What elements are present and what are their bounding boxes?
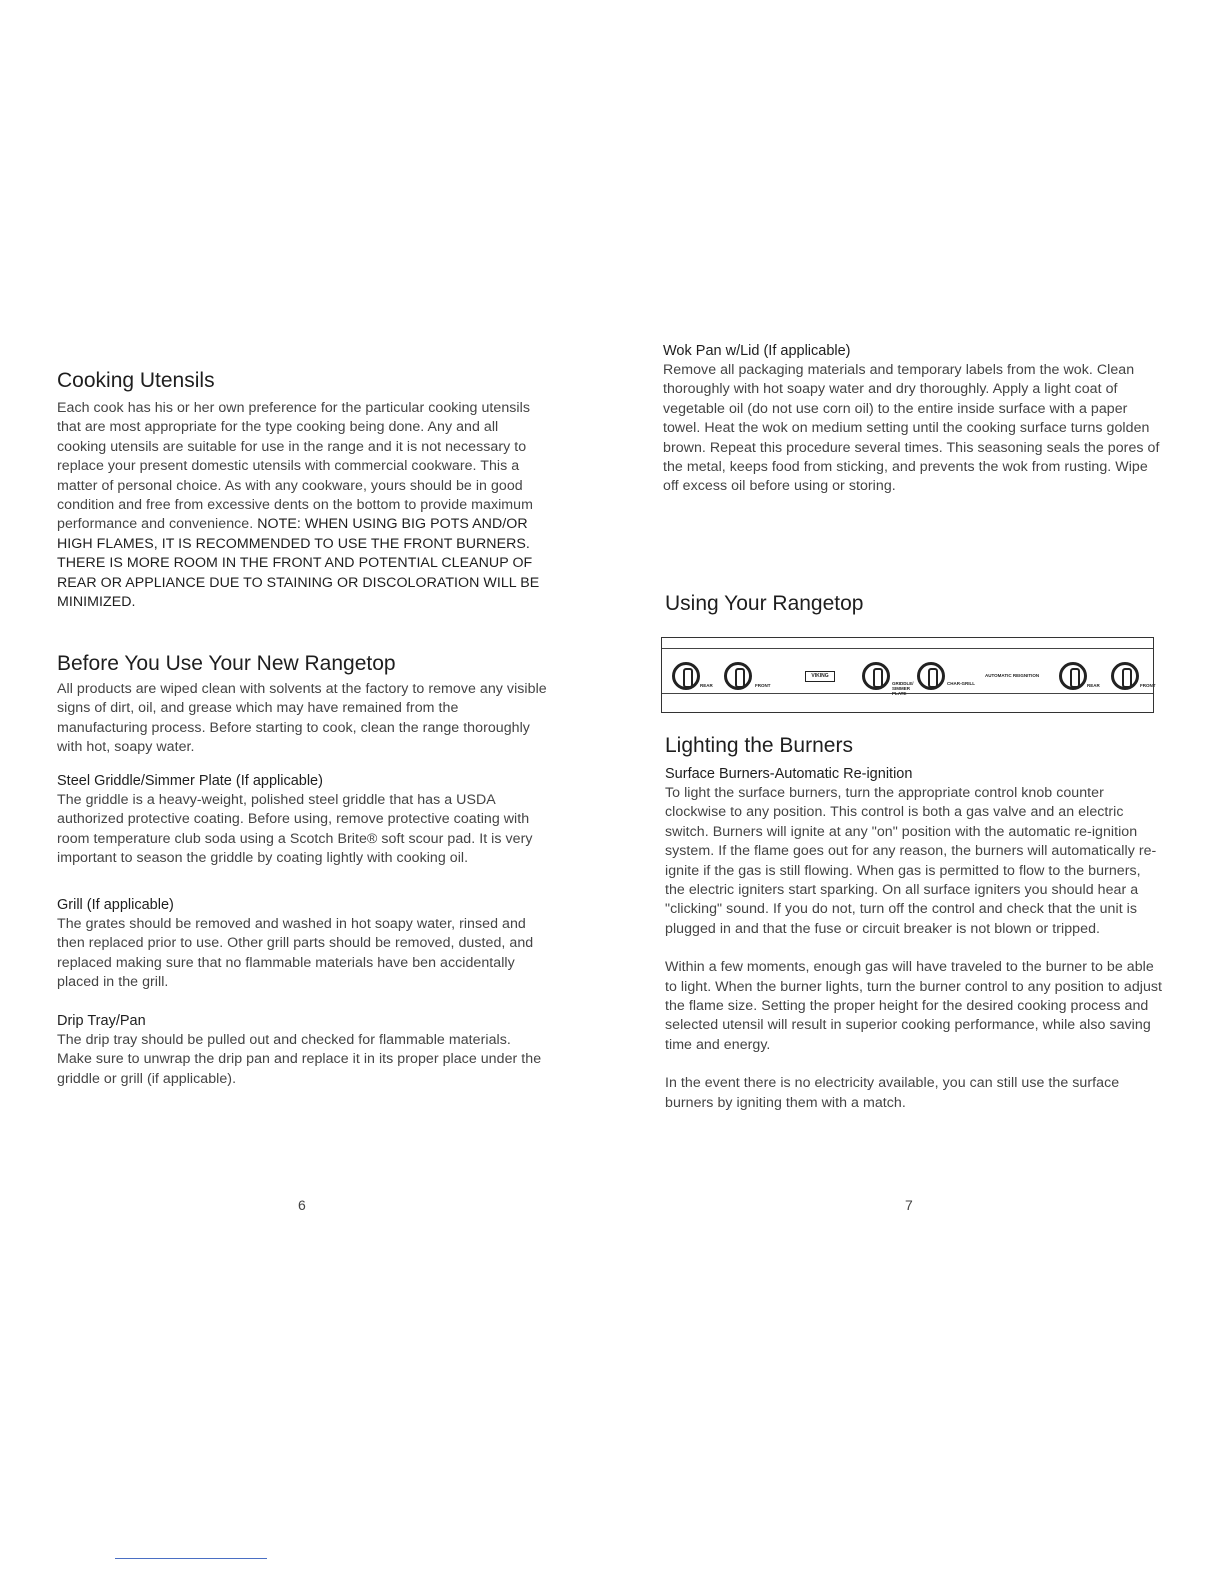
section-lighting [665,733,1163,1113]
page-number: 7 [905,1197,913,1213]
body: The grates should be removed and washed in hot soapy water, rinsed and then replaced prior to use. Other grill parts should be removed, dusted, and replaced making sure that no flammable materials have ben accidentally placed in the grill. [57,916,534,991]
label-auto-reignition: AUTOMATIC REIGNITION [985,673,1040,678]
viking-logo: VIKING [805,671,835,682]
knob-icon [862,662,890,690]
label-rear: REAR [1087,683,1100,688]
section-drip-tray [57,1012,549,1089]
section-wok [663,342,1161,497]
section-griddle [57,772,549,869]
body: Within a few moments, enough gas will have traveled to the burner to be able to light. When the burner lights, turn the burner control to any position to adjust the flame size. Setting the proper height for the desired cooking process and selected utensil will result in superior cooking performance, while also saving time and energy. [665,959,1163,1053]
label-rear: REAR [700,683,713,688]
page-number: 6 [298,1197,306,1213]
heading: Before You Use Your New Rangetop [57,652,396,675]
section-grill [57,896,549,993]
footer-rule [115,1558,267,1559]
section-before-use [57,651,549,758]
subheading: Grill (If applicable) [57,897,174,913]
heading: Lighting the Burners [665,734,853,757]
subheading: Steel Griddle/Simmer Plate (If applicable) [57,773,323,789]
label-griddle: GRIDDLE/ SIMMER PLATE [892,681,914,696]
label-front: FRONT [1140,683,1156,688]
body: All products are wiped clean with solvents at the factory to remove any visible signs of dirt, oil, and grease which may have remained from the manufacturing process. Before starting to cook, clean the range thoroughly with hot, soapy water. [57,681,547,756]
label-chargrill: CHAR-GRILL [947,681,975,686]
section-using [665,591,1163,617]
note-text: NOTE: WHEN USING BIG POTS AND/OR HIGH FLAMES, IT IS RECOMMENDED TO USE THE FRONT BURNERS. THERE IS MORE ROOM IN THE FRONT AND POTENTIAL CLEANUP OF REAR OR APPLIANCE DUE TO STAINING OR DISCOLORATION WILL BE MINIMIZED. [57,516,540,611]
body: The griddle is a heavy-weight, polished steel griddle that has a USDA authorized protective coating. Before using, remove protective coating with room temperature club soda using a Scotch Brite® soft scour pad. It is very important to season the griddle by coating lightly with cooking oil. [57,792,533,867]
section-cooking-utensils [57,368,549,612]
heading: Cooking Utensils [57,369,215,392]
knob-icon [724,662,752,690]
knob-icon [917,662,945,690]
knob-icon [672,662,700,690]
label-front: FRONT [755,683,771,688]
body [57,399,549,612]
control-panel-diagram [661,637,1154,713]
body: The drip tray should be pulled out and checked for flammable materials. Make sure to unwrap the drip pan and replace it in its proper place under the griddle or grill (if applicable). [57,1032,542,1087]
panel-band [662,648,1156,696]
knob-icon [1111,662,1139,690]
body: To light the surface burners, turn the appropriate control knob counter clockwise to any position. This control is both a gas valve and an electric switch. Burners will ignite at any "on" position with the automatic re-ignition system. If the flame goes out for any reason, the burners will automatically re-ignite if the gas is still flowing. When gas is permitted to flow to the burners, the electric igniters start sparking. On all surface igniters you should hear a "clicking" sound. If you do not, turn off the control and check that the unit is plugged in and that the fuse or circuit breaker is not blown or tripped. [665,785,1157,937]
subheading: Wok Pan w/Lid (If applicable) [663,343,851,359]
body: Remove all packaging materials and temporary labels from the wok. Clean thoroughly with hot soapy water and dry thoroughly. Apply a light coat of vegetable oil (do not use corn oil) to the entire inside surface with a paper towel. Heat the wok on medium setting until the cooking surface turns golden brown. Repeat this procedure several times. This seasoning seals the pores of the metal, keeps food from sticking, and prevents the wok from rusting. Wipe off excess oil before using or storing. [663,362,1160,495]
body-text: Each cook has his or her own preference for the particular cooking utensils that are most appropriate for the type cooking being done. Any and all cooking utensils are suitable for use in the range and it is not necessary to replace your present domestic utensils with commercial cookware. This a matter of personal choice. As with any cookware, yours should be in good condition and free from excessive dents on the bottom to provide maximum performance and convenience. [57,400,533,533]
heading: Using Your Rangetop [665,592,864,615]
subheading: Surface Burners-Automatic Re-ignition [665,766,913,782]
subheading: Drip Tray/Pan [57,1013,146,1029]
knob-icon [1059,662,1087,690]
body: In the event there is no electricity available, you can still use the surface burners by igniting them with a match. [665,1075,1120,1111]
